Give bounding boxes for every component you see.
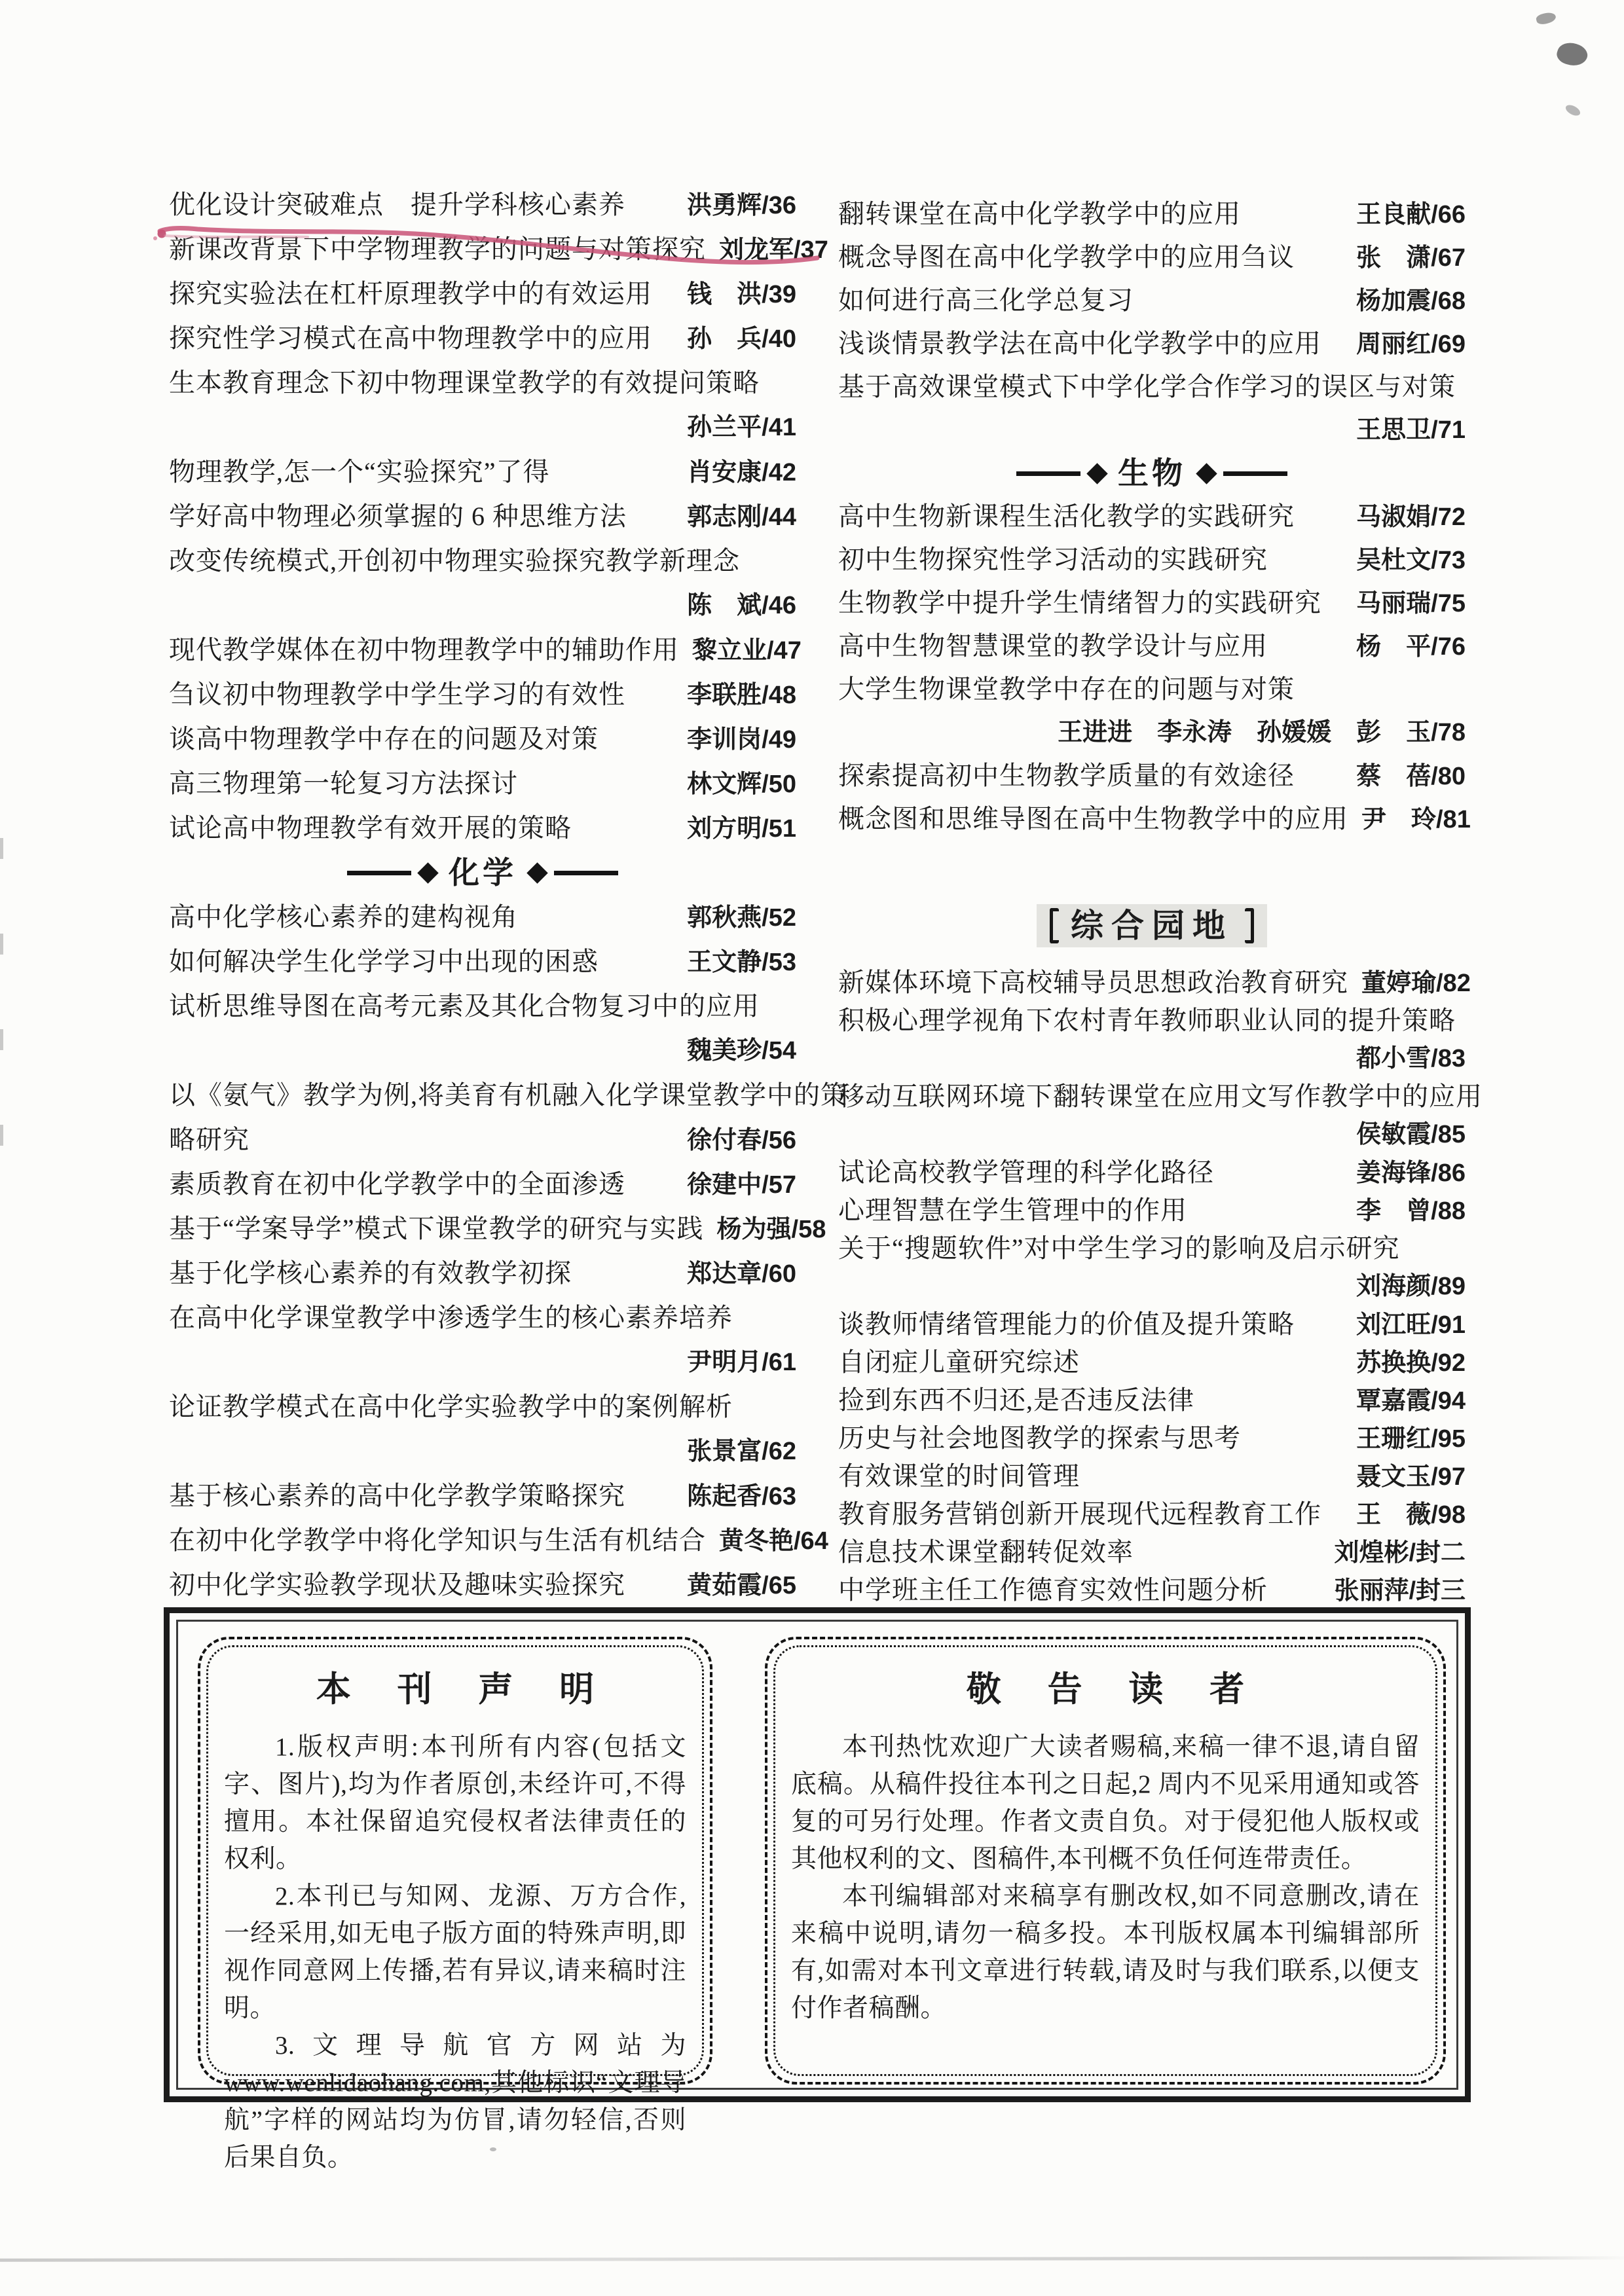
author-page: 王思卫/71 [1356,416,1466,444]
toc-entry [169,1302,796,1334]
rule-line [1223,471,1287,476]
toc-entry [838,1194,1466,1228]
article-title: 探索提高初中生物教学质量的有效途径 [838,761,1295,790]
toc-entry [169,1480,796,1513]
toc-entry [838,1574,1466,1607]
scan-smudge [1555,39,1590,70]
toc-entry [838,1536,1466,1569]
article-title: 基于核心素养的高中化学教学策略探究 [169,1481,625,1510]
toc-author-line [169,1034,796,1067]
author-page: 陈起香/63 [687,1483,796,1510]
article-title: 略研究 [169,1125,249,1154]
article-title: 信息技术课堂翻转促效率 [838,1537,1134,1567]
toc-entry [838,1156,1466,1190]
author-page: 杨为强/58 [716,1216,826,1243]
article-title: 论证教学模式在高中化学实验教学中的案例解析 [169,1392,733,1421]
scan-streak [0,2256,1624,2262]
scan-edge-mark [0,1029,3,1050]
article-title: 自闭症儿童研究综述 [838,1347,1080,1377]
toc-entry [169,456,796,489]
diamond-icon [1086,463,1108,484]
author-page: 王进进 李永涛 孙媛媛 彭 玉/78 [1058,719,1466,746]
author-page: 洪勇辉/36 [687,192,796,219]
toc-entry [838,1004,1466,1037]
toc-entry [838,1460,1466,1493]
toc-entry [169,1123,796,1157]
author-page: 杨 平/76 [1356,633,1466,661]
article-title: 以《氨气》教学为例,将美育有机融入化学课堂教学中的策 [169,1080,847,1110]
toc-entry [169,812,796,845]
toc-entry [838,630,1466,663]
toc-entry [169,189,796,222]
toc-entry [838,587,1466,620]
article-title: 历史与社会地图教学的探索与思考 [838,1423,1241,1453]
article-title: 新课改背景下中学物理教学的问题与对策探究 [169,234,706,264]
notice-paragraph: 本刊编辑部对来稿享有删改权,如不同意删改,请在来稿中说明,请勿一稿多投。本刊版权属本刊编辑部所有,如需对本刊文章进行转载,请及时与我们联系,以便支付作者稿酬。 [791,1882,1420,2022]
author-page: 刘方明/51 [687,815,796,843]
toc-entry [838,241,1466,274]
toc-entry [169,367,796,399]
article-title: 谈教师情绪管理能力的价值及提升策略 [838,1309,1295,1339]
author-page: 林文辉/50 [687,771,796,798]
author-page: 王良献/66 [1356,201,1466,228]
article-title: 优化设计突破难点 提升学科核心素养 [169,190,625,219]
article-title: 学好高中物理必须掌握的 6 种思维方法 [169,501,627,531]
article-title: 基于高效课堂模式下中学化学合作学习的误区与对策 [838,372,1456,401]
toc-entry [838,327,1466,361]
section-label: 综合园地 [1071,907,1233,944]
author-page: 郭秋燕/52 [687,904,796,932]
toc-entry [169,278,796,311]
article-title: 中学班主任工作德育实效性问题分析 [838,1575,1268,1605]
author-page: 郭志刚/44 [687,503,796,531]
toc-author-line [838,1042,1466,1075]
article-title: 有效课堂的时间管理 [838,1461,1080,1491]
article-title: 捡到东西不归还,是否违反法律 [838,1385,1194,1415]
article-title: 大学生物课堂教学中存在的问题与对策 [838,674,1295,704]
article-title: 素质教育在初中化学教学中的全面渗透 [169,1169,625,1199]
article-title: 教育服务营销创新开展现代远程教育工作 [838,1499,1321,1529]
toc-entry [838,673,1466,706]
article-title: 谈高中物理教学中存在的问题及对策 [169,724,599,754]
article-title: 改变传统模式,开创初中物理实验探究教学新理念 [169,546,740,575]
author-page: 张丽萍/封三 [1334,1577,1466,1605]
article-title: 物理教学,怎一个“实验探究”了得 [169,457,550,486]
author-page: 孙 兵/40 [687,325,796,353]
toc-entry [169,322,796,355]
author-page: 徐付春/56 [687,1127,796,1154]
toc-entry [169,990,796,1023]
notice-paragraph: 3.文理导航官方网站为 www.wenlidaohang.com,其他标识“文理导航”字样的网站均为仿冒,请勿轻信,否则后果自负。 [224,2032,686,2172]
author-page: 张 潇/67 [1356,244,1466,272]
author-page: 徐建中/57 [687,1171,796,1199]
author-page: 刘煌彬/封二 [1334,1539,1466,1567]
article-title: 心理智慧在学生管理中的作用 [838,1195,1187,1225]
article-title: 积极心理学视角下农村青年教师职业认同的提升策略 [838,1006,1456,1035]
article-title: 生物教学中提升学生情绪智力的实践研究 [838,588,1321,617]
author-page: 周丽红/69 [1356,331,1466,358]
author-page: 孙兰平/41 [687,414,796,441]
toc-entry [169,1391,796,1423]
article-title: 试论高中物理教学有效开展的策略 [169,813,572,843]
toc-section-header [838,457,1466,490]
diamond-icon [526,862,548,884]
article-title: 基于“学案导学”模式下课堂教学的研究与实践 [169,1214,704,1243]
journal-statement-box [198,1637,712,2172]
toc-entry [838,1308,1466,1341]
article-title: 现代教学媒体在初中物理教学中的辅助作用 [169,635,679,665]
toc-entry [169,1257,796,1290]
notice-title: 本 刊 声 明 [316,1670,613,1709]
toc-entry [169,945,796,979]
diamond-icon [1196,463,1217,484]
author-page: 尹 玲/81 [1361,806,1471,833]
author-page: 李联胜/48 [687,682,796,709]
article-title: 试析思维导图在高考元素及其化合物复习中的应用 [169,991,760,1021]
article-title: 探究性学习模式在高中物理教学中的应用 [169,323,652,353]
toc-entry [838,198,1466,231]
author-page: 陈 斌/46 [687,592,796,619]
toc-entry [169,1079,847,1112]
author-page: 刘海颜/89 [1356,1273,1466,1300]
article-title: 基于化学核心素养的有效教学初探 [169,1258,572,1288]
toc-author-line [169,411,796,444]
notice-title: 敬 告 读 者 [966,1670,1263,1709]
article-title: 浅谈情景教学法在高中化学教学中的应用 [838,329,1321,358]
scan-edge-mark [0,1125,3,1146]
section-label: 化学 [449,855,517,890]
article-title: 刍议初中物理教学中学生学习的有效性 [169,680,625,709]
toc-entry [169,1569,796,1602]
author-page: 郑达章/60 [687,1260,796,1288]
diamond-icon [417,862,439,884]
author-page: 吴杜文/73 [1356,547,1466,574]
toc-entry [169,1524,828,1558]
article-title: 高中生物智慧课堂的教学设计与应用 [838,631,1268,661]
author-page: 聂文玉/97 [1356,1463,1466,1491]
author-page: 肖安康/42 [687,459,796,486]
scan-edge-mark [0,934,3,955]
toc-entry [838,803,1471,836]
author-page: 覃嘉霞/94 [1356,1387,1466,1415]
toc-section-header [169,856,796,889]
toc-entry [169,901,796,934]
toc-entry [838,1498,1466,1531]
article-title: 初中化学实验教学现状及趣味实验探究 [169,1570,625,1599]
toc-author-line [169,589,796,622]
author-page: 王珊红/95 [1356,1425,1466,1453]
toc-entry [838,284,1466,318]
toc-entry [169,233,828,266]
toc-author-line [838,1118,1466,1151]
toc-section-header [838,904,1466,947]
scan-edge-mark [0,838,3,859]
toc-entry [838,1080,1483,1113]
toc-right-column [838,0,1483,1611]
article-title: 关于“搜题软件”对中学生学习的影响及启示研究 [838,1233,1400,1263]
author-page: 黄冬艳/64 [719,1527,828,1555]
author-page: 刘龙军/37 [719,236,828,264]
toc-author-line [169,1435,796,1468]
author-page: 张景富/62 [687,1438,796,1465]
author-page: 侯敏霞/85 [1356,1121,1466,1148]
section-band [1037,904,1267,947]
toc-entry [169,500,796,534]
article-title: 高中生物新课程生活化教学的实践研究 [838,501,1295,531]
toc-entry [169,723,796,756]
rule-line [1016,471,1080,476]
author-page: 姜海锋/86 [1356,1159,1466,1187]
toc-entry [838,1422,1466,1455]
article-title: 概念图和思维导图在高中生物教学中的应用 [838,804,1348,833]
article-title: 新媒体环境下高校辅导员思想政治教育研究 [838,968,1348,997]
toc-entry [169,767,796,801]
author-page: 王文静/53 [687,949,796,976]
section-label: 生物 [1118,456,1186,490]
author-page: 王 薇/98 [1356,1501,1466,1529]
article-title: 探究实验法在杠杆原理教学中的有效运用 [169,279,652,308]
article-title: 高中化学核心素养的建构视角 [169,902,518,932]
article-title: 概念导图在高中化学教学中的应用刍议 [838,242,1295,272]
author-page: 李训岗/49 [687,726,796,754]
toc-entry [169,1168,796,1201]
article-title: 高三物理第一轮复习方法探讨 [169,769,518,798]
article-title: 如何进行高三化学总复习 [838,285,1134,315]
toc-entry [838,1232,1466,1265]
toc-author-line [838,414,1466,446]
author-page: 钱 洪/39 [687,281,796,308]
toc-author-line [169,1346,796,1379]
author-page: 黄茹霞/65 [687,1572,796,1599]
article-title: 翻转课堂在高中化学教学中的应用 [838,199,1241,228]
article-title: 生本教育理念下初中物理课堂教学的有效提问策略 [169,368,760,397]
author-page: 都小雪/83 [1356,1045,1466,1072]
author-page: 杨加震/68 [1356,287,1466,315]
author-page: 黎立业/47 [692,637,802,665]
article-title: 在高中化学课堂教学中渗透学生的核心素养培养 [169,1303,733,1332]
toc-author-line [838,1270,1466,1303]
author-page: 尹明月/61 [687,1349,796,1376]
author-page: 李 曾/88 [1356,1197,1466,1225]
author-page: 马淑娟/72 [1356,503,1466,531]
reader-notice-box [765,1637,1446,2085]
toc-entry [169,634,802,667]
scan-smudge [1535,10,1557,26]
article-title: 移动互联网环境下翻转课堂在应用文写作教学中的应用 [838,1082,1483,1111]
notice-paragraph: 2.本刊已与知网、龙源、万方合作,一经采用,如无电子版方面的特殊声明,即视作同意网上传播,若有异议,请来稿时注明。 [224,1882,686,2022]
toc-author-line [838,716,1466,749]
article-title: 初中生物探究性学习活动的实践研究 [838,545,1268,574]
toc-entry [838,1346,1466,1379]
scan-smudge [1564,103,1581,118]
article-title: 如何解决学生化学学习中出现的困惑 [169,947,599,976]
notice-paragraph: 1.版权声明:本刊所有内容(包括文字、图片),均为作者原创,未经许可,不得擅用。本社保留追究侵权者法律责任的权利。 [224,1733,686,1873]
toc-entry [838,371,1466,403]
toc-entry [838,966,1471,1000]
toc-entry [838,1384,1466,1417]
toc-entry [169,1212,826,1246]
author-page: 蔡 蓓/80 [1356,763,1466,790]
toc-entry [169,545,796,577]
rule-line [554,871,618,875]
toc-entry [838,759,1466,793]
author-page: 董婷瑜/82 [1361,970,1471,997]
author-page: 马丽瑞/75 [1356,590,1466,617]
toc-left-column [169,0,847,1611]
bracket-icon [1050,908,1059,943]
toc-entry [169,678,796,712]
notice-paragraph: 本刊热忱欢迎广大读者赐稿,来稿一律不退,请自留底稿。从稿件投往本刊之日起,2 周内不见采用通知或答复的可另行处理。作者文责自负。对于侵犯他人版权或其他权利的文、图稿件,本刊概不负任何连带责任。 [791,1733,1420,1873]
toc-entry [838,500,1466,534]
rule-line [347,871,411,875]
toc-entry [838,543,1466,577]
author-page: 刘江旺/91 [1356,1311,1466,1339]
article-title: 试论高校教学管理的科学化路径 [838,1157,1214,1187]
bracket-icon [1245,908,1254,943]
article-title: 在初中化学教学中将化学知识与生活有机结合 [169,1525,706,1555]
author-page: 魏美珍/54 [687,1037,796,1065]
author-page: 苏换换/92 [1356,1349,1466,1377]
